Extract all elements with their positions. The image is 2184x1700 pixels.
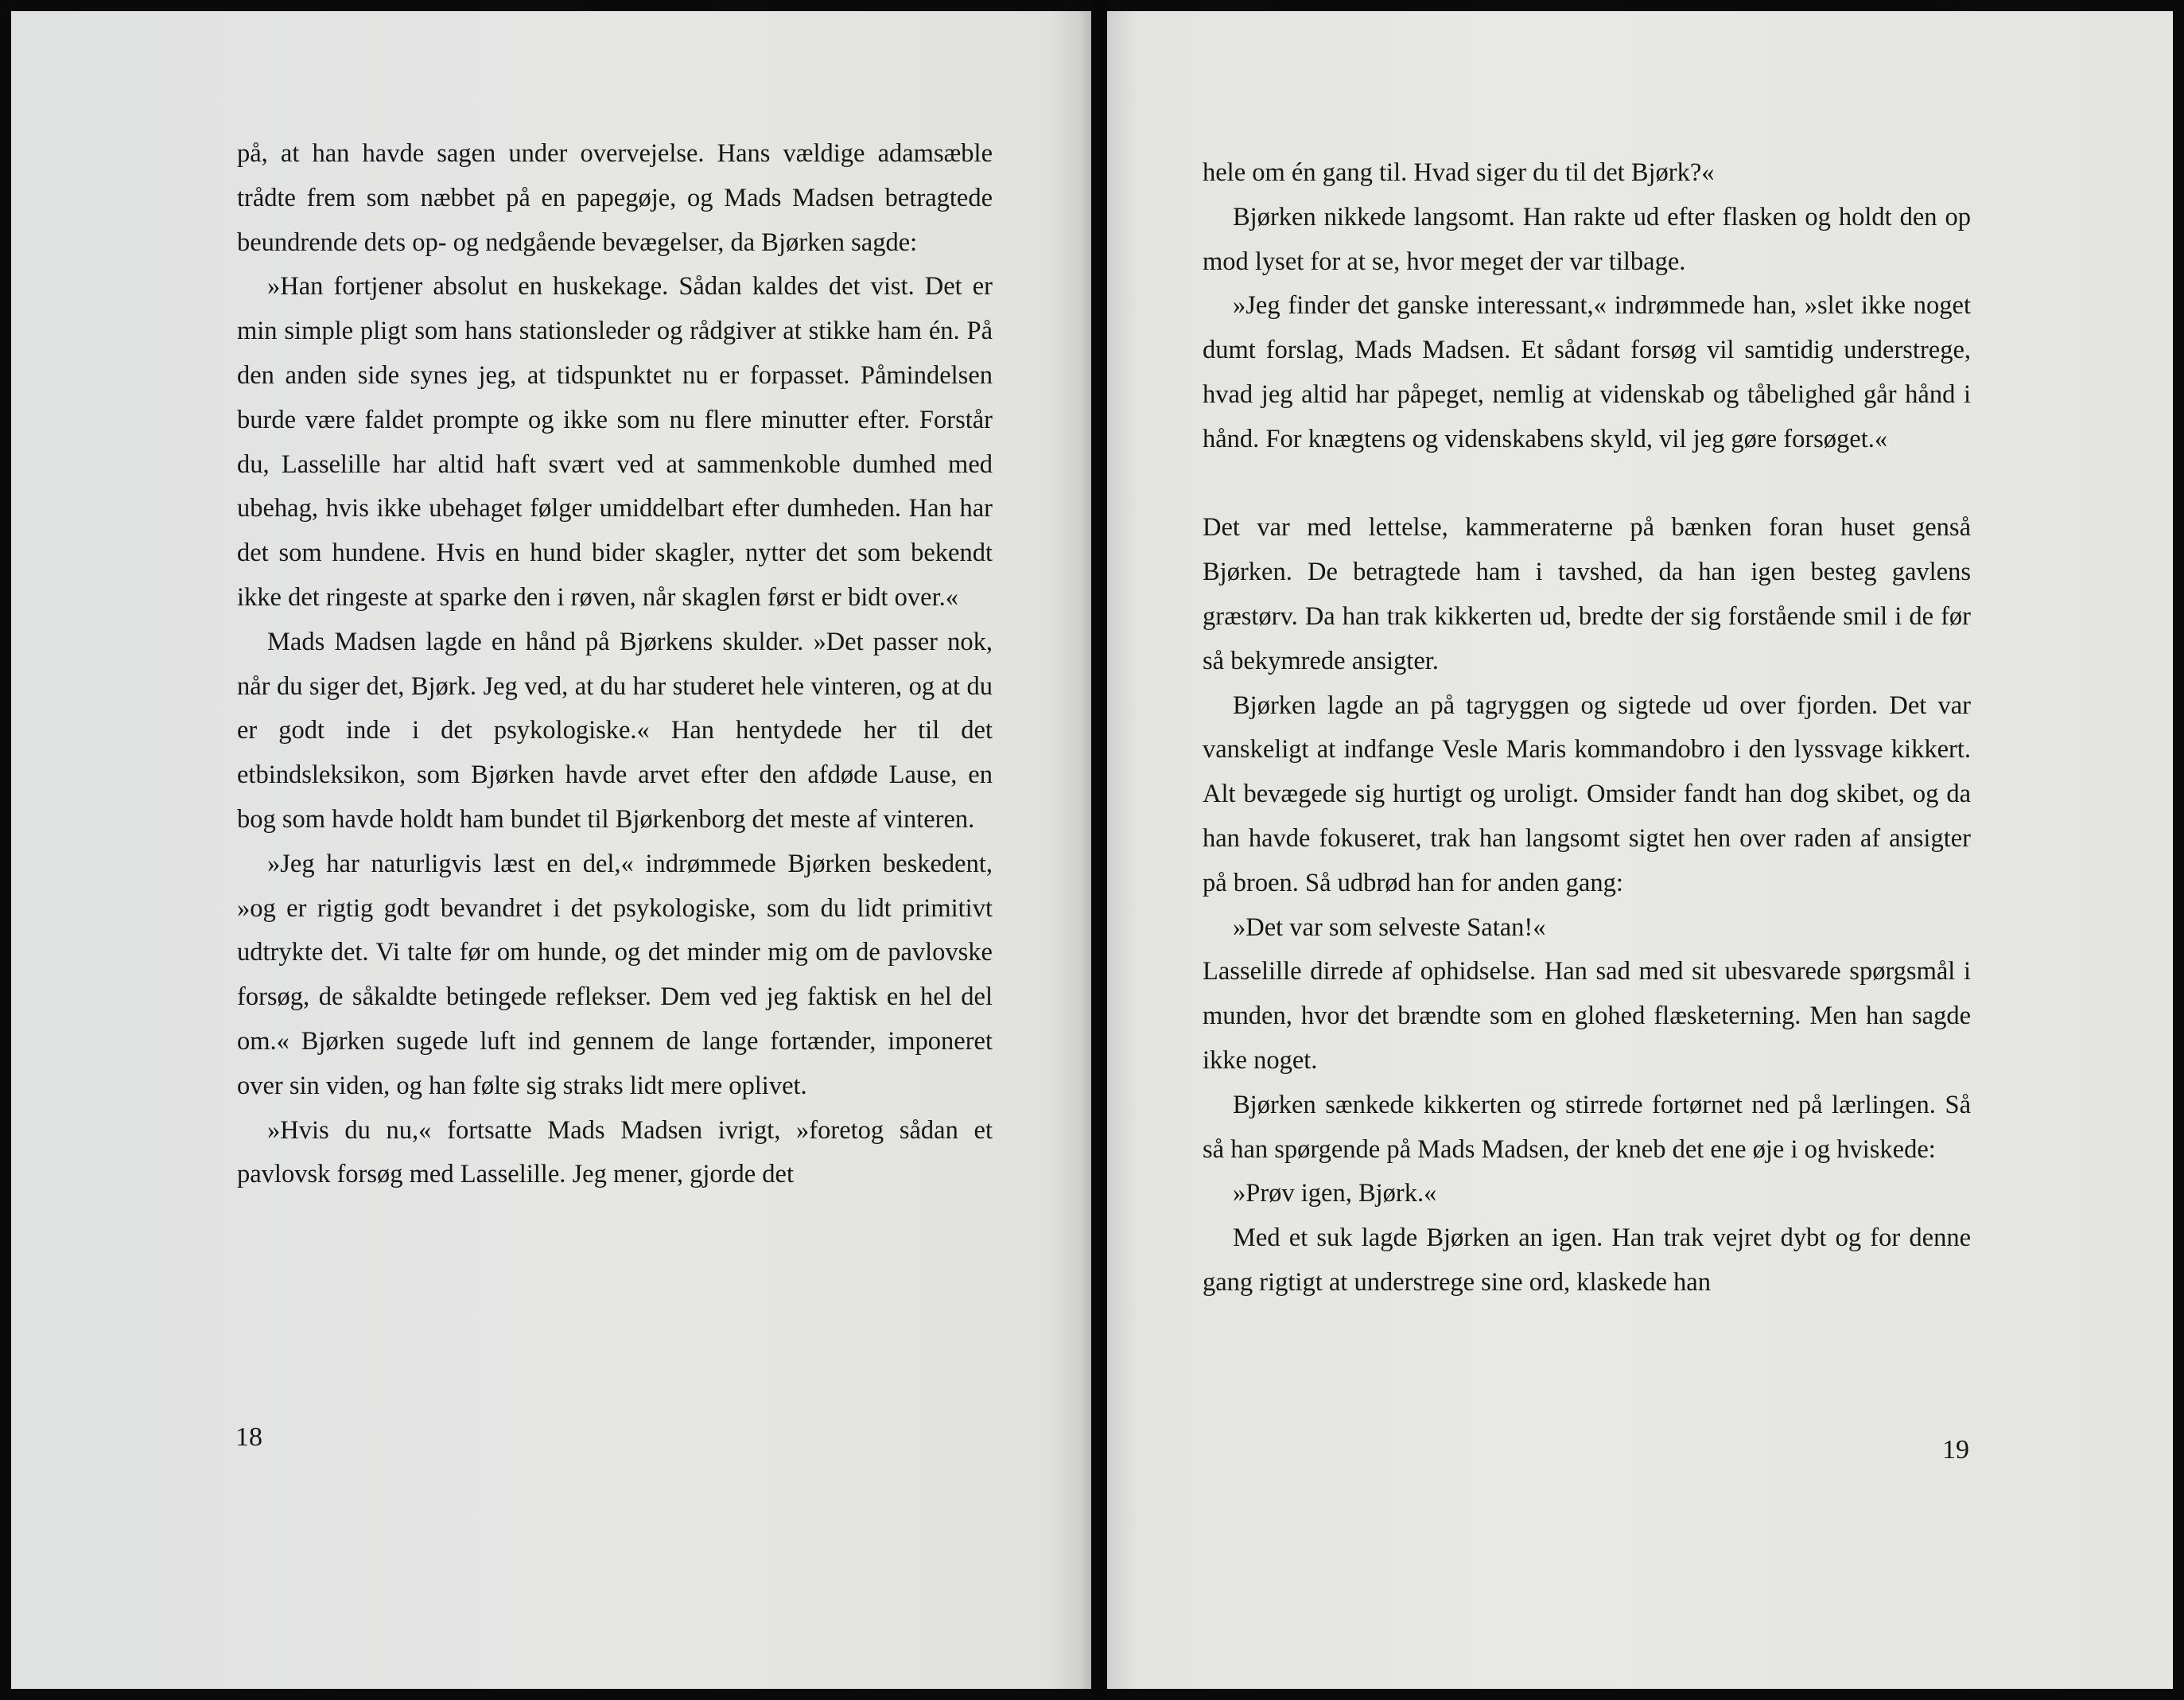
right-page <box>1107 11 2173 1689</box>
left-page <box>11 11 1091 1689</box>
paragraph: Med et suk lagde Bjørken an igen. Han trak vejret dybt og for denne gang rigtigt at understrege sine ord, klaskede han <box>1203 1223 1971 1297</box>
paragraph: hele om én gang til. Hvad siger du til det Bjørk?« <box>1203 158 1715 187</box>
paragraph: Det var med lettelse, kammeraterne på bænken foran huset genså Bjørken. De betragtede ham i tavshed, da han igen besteg gavlens græstørv. Da han trak kikkerten ud, bredte der sig forstående smil i de før så bekymrede ansigter. <box>1203 513 1971 675</box>
paragraph: Lasselille dirrede af ophidselse. Han sad med sit ubesvarede spørgsmål i munden, hvor det brændte som en glohed flæsketerning. Men han sagde ikke noget. <box>1203 957 1971 1075</box>
paragraph: på, at han havde sagen under overvejelse. Hans vældige adamsæble trådte frem som næbbet på en papegøje, og Mads Madsen betragtede beundrende dets op- og nedgående bevægelser, da Bjørken sagde: <box>237 139 993 257</box>
page-number-left: 18 <box>235 1422 262 1452</box>
paragraph: Bjørken nikkede langsomt. Han rakte ud efter flasken og holdt den op mod lyset for at se, hvor meget der var tilbage. <box>1203 202 1971 276</box>
right-page-text <box>1203 151 1971 1305</box>
paragraph: »Jeg finder det ganske interessant,« indrømmede han, »slet ikke noget dumt forslag, Mads Madsen. Et sådant forsøg vil samtidig understrege, hvad jeg altid har påpeget, nemlig at videnskab og tåbelighed går hånd i hånd. For knægtens og videnskabens skyld, vil jeg gøre forsøget.« <box>1203 291 1971 453</box>
paragraph: Bjørken lagde an på tagryggen og sigtede ud over fjorden. Det var vanskeligt at indfange Vesle Maris kommandobro i den lyssvage kikkert. Alt bevægede sig hurtigt og uroligt. Omsider fandt han dog skibet, og da han havde fokuseret, trak han langsomt sigtet hen over raden af ansigter på broen. Så udbrød han for anden gang: <box>1203 691 1971 897</box>
page-number-right: 19 <box>1942 1435 1969 1465</box>
paragraph: »Prøv igen, Bjørk.« <box>1233 1179 1437 1208</box>
paragraph: »Han fortjener absolut en huskekage. Sådan kaldes det vist. Det er min simple pligt som hans stationsleder og rådgiver at stikke ham én. På den anden side synes jeg, at tidspunktet nu er forpasset. Påmindelsen burde være faldet prompte og ikke som nu flere minutter efter. Forstår du, Lasselille har altid haft svært ved at sammenkoble dumhed med ubehag, hvis ikke ubehaget følger umiddelbart efter dumheden. Han har det som hundene. Hvis en hund bider skagler, nytter det som bekendt ikke det ringeste at sparke den i røven, når skaglen først er bidt over.« <box>237 272 993 612</box>
paragraph: »Jeg har naturligvis læst en del,« indrømmede Bjørken beskedent, »og er rigtig godt bevandret i det psykologiske, som du lidt primitivt udtrykte det. Vi talte før om hunde, og det minder mig om de pavlovske forsøg, de såkaldte betingede reflekser. Dem ved jeg faktisk en hel del om.« Bjørken sugede luft ind gennem de lange fortænder, imponeret over sin viden, og han følte sig straks lidt mere oplivet. <box>237 849 993 1100</box>
paragraph: »Det var som selveste Satan!« <box>1233 912 1546 942</box>
left-page-text <box>237 132 993 1197</box>
paragraph: Bjørken sænkede kikkerten og stirrede fortørnet ned på lærlingen. Så så han spørgende på Mads Madsen, der kneb det ene øje i og hviskede: <box>1203 1090 1971 1164</box>
paragraph: »Hvis du nu,« fortsatte Mads Madsen ivrigt, »foretog sådan et pavlovsk forsøg med Lasselille. Jeg mener, gjorde det <box>237 1115 993 1189</box>
paragraph: Mads Madsen lagde en hånd på Bjørkens skulder. »Det passer nok, når du siger det, Bjørk. Jeg ved, at du har studeret hele vinteren, og at du er godt inde i det psykologiske.« Han hentydede her til det etbindsleksikon, som Bjørken havde arvet efter den afdøde Lause, en bog som havde holdt ham bundet til Bjørkenborg det meste af vinteren. <box>237 627 993 834</box>
book-gutter <box>1091 0 1107 1700</box>
